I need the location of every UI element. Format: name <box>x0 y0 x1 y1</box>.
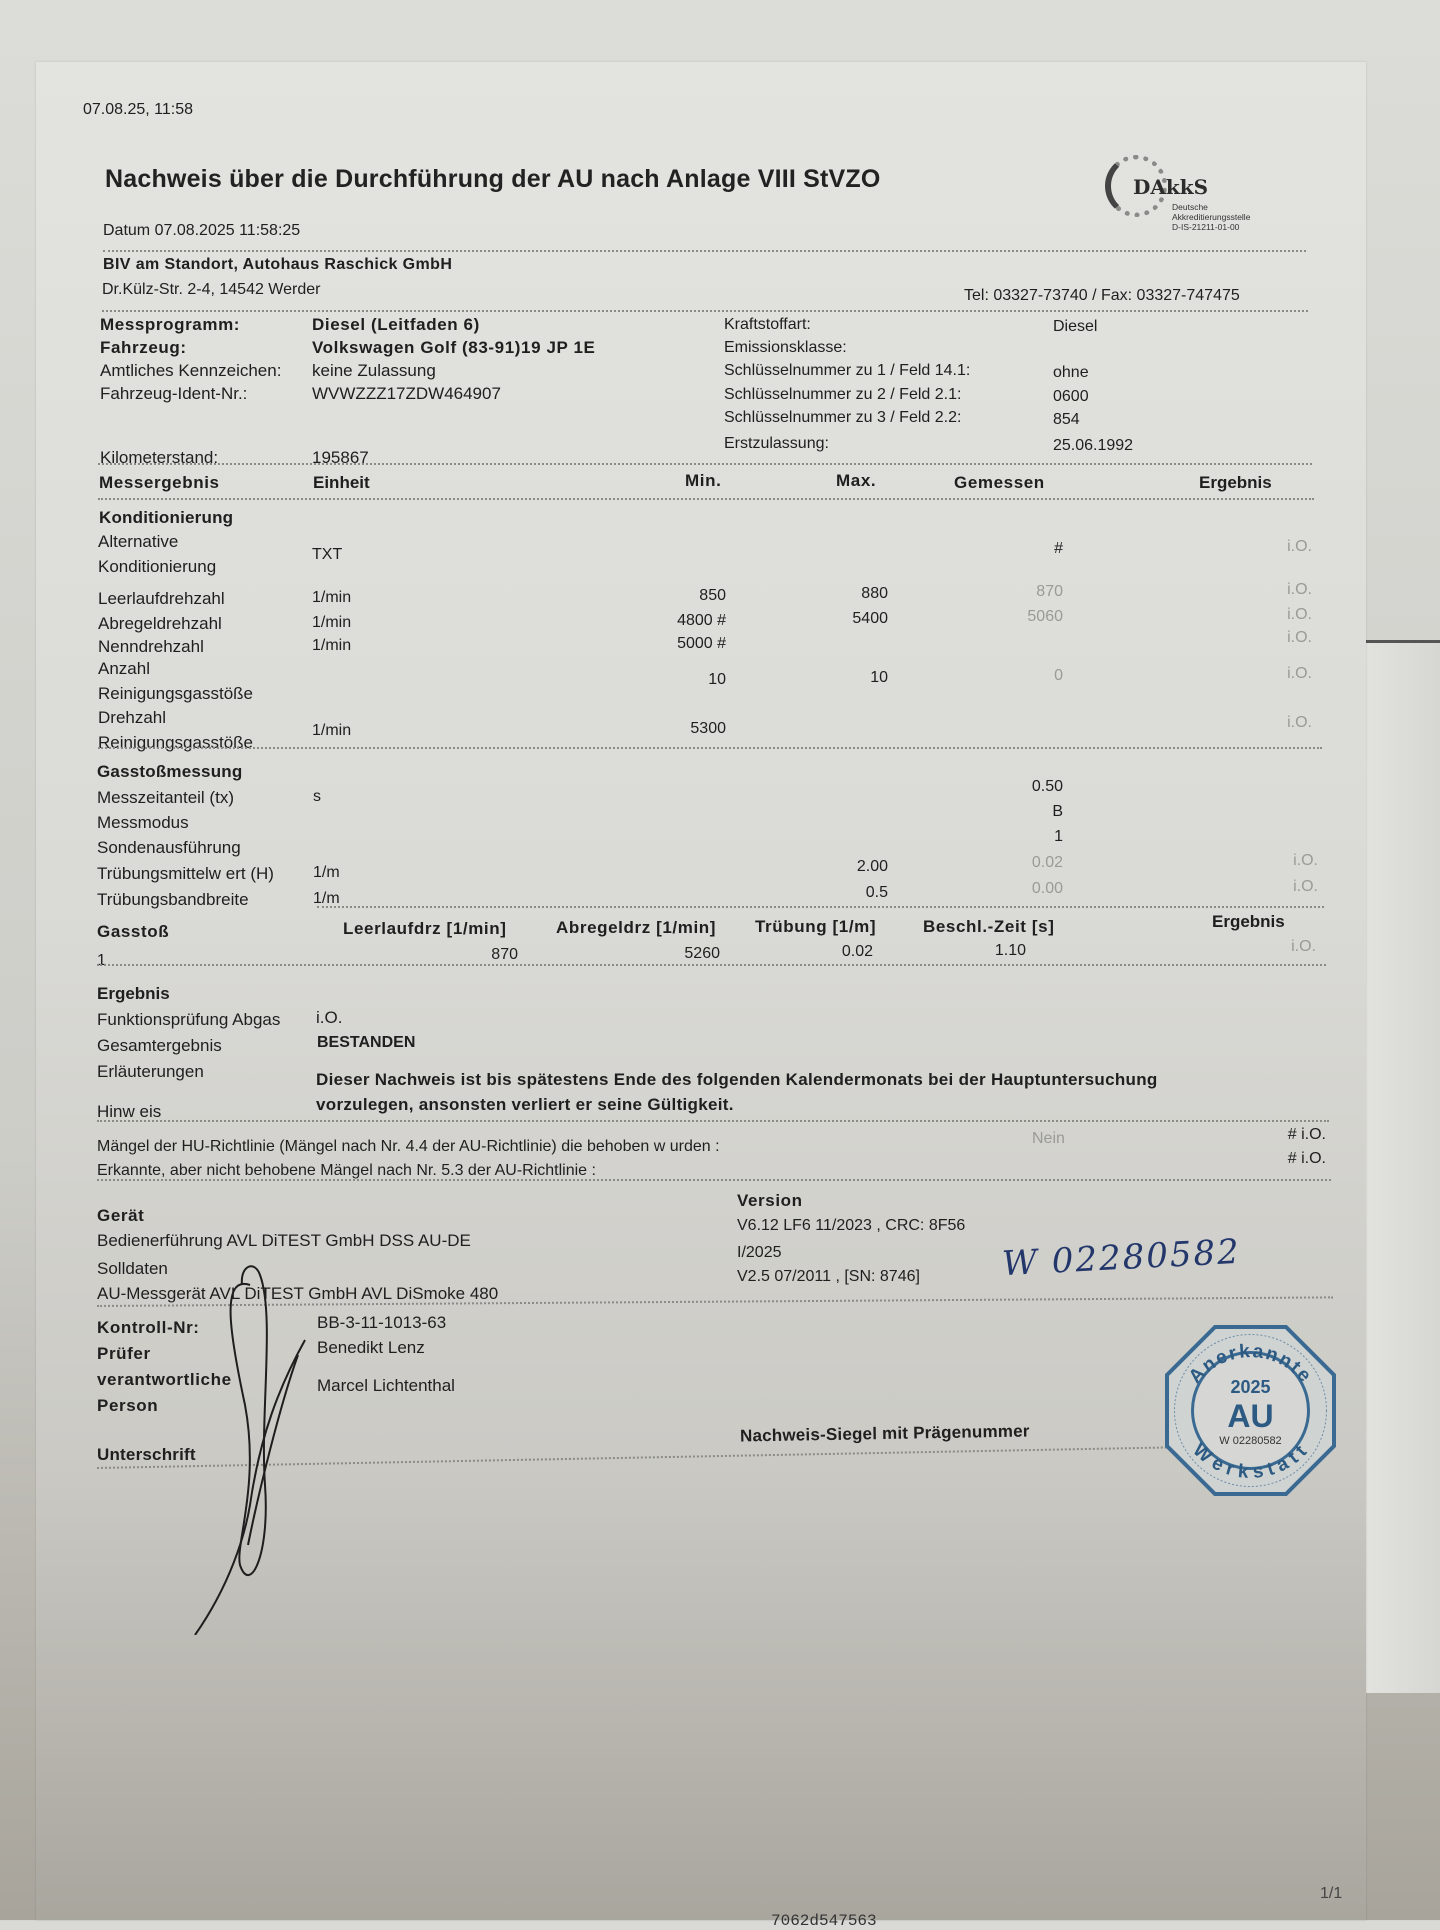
vehicle-field-value: 25.06.1992 <box>1053 437 1134 454</box>
vehicle-field-label: Amtliches Kennzeichen: <box>100 361 282 380</box>
vehicle-field-label: Messprogramm: <box>100 315 241 334</box>
version-line-1: V6.12 LF6 11/2023 , CRC: 8F56 <box>737 1217 966 1234</box>
col-header-max: Max. <box>836 471 877 490</box>
divider <box>98 747 1322 749</box>
gasstoss-result: i.O. <box>1291 938 1316 955</box>
version-line-2: I/2025 <box>737 1244 782 1261</box>
dakks-line-1: Deutsche <box>1172 202 1208 212</box>
gasstoss-idle: 870 <box>491 946 518 963</box>
section-title-ergebnis: Ergebnis <box>97 984 170 1003</box>
measurement-result: i.O. <box>1293 852 1318 869</box>
measurement-name: Leerlaufdrehzahl <box>98 589 225 608</box>
col-header-beschl-zeit: Beschl.-Zeit [s] <box>923 917 1055 936</box>
measurement-unit: s <box>313 788 321 805</box>
version-line-3: V2.5 07/2011 , [SN: 8746] <box>737 1268 920 1285</box>
au-seal-badge <box>1163 1323 1338 1498</box>
company-contact: Tel: 03327-73740 / Fax: 03327-747475 <box>964 287 1240 304</box>
seal-bottom-text: Werkstatt <box>1188 1439 1314 1484</box>
gesamtergebnis-label: Gesamtergebnis <box>97 1036 222 1055</box>
measurement-measured: 0.50 <box>1031 778 1063 795</box>
au-certificate-page <box>36 62 1366 1930</box>
print-timestamp: 07.08.25, 11:58 <box>83 101 194 118</box>
funktionspruefung-label: Funktionsprüfung Abgas <box>97 1010 281 1029</box>
section-title-gasstossmessung: Gasstoßmessung <box>97 762 243 781</box>
measurement-max: 5400 <box>852 610 888 627</box>
pruefer-label: Prüfer <box>97 1344 151 1363</box>
measurement-unit: 1/min <box>312 589 352 606</box>
measurement-max: 2.00 <box>856 858 888 875</box>
measurement-measured: # <box>1054 540 1063 557</box>
measurement-name: Nenndrehzahl <box>98 637 204 656</box>
measurement-result: i.O. <box>1293 878 1318 895</box>
section-title-konditionierung: Konditionierung <box>99 508 234 527</box>
seal-code: AU <box>1227 1398 1274 1434</box>
dakks-logo-subtitle <box>1172 202 1250 232</box>
col-header-messergebnis: Messergebnis <box>99 473 220 492</box>
vehicle-field-value: ohne <box>1053 364 1089 381</box>
verantwortliche-person-value: Marcel Lichtenthal <box>317 1376 455 1395</box>
measurement-name: Sondenausführung <box>97 838 241 857</box>
vehicle-field-value: Diesel <box>1053 318 1098 335</box>
seal-top-text: Anerkannte <box>1184 1340 1317 1388</box>
measurement-unit: TXT <box>312 546 343 563</box>
hinweis-text-line-2: vorzulegen, ansonsten verliert er seine Gültigkeit. <box>316 1095 734 1114</box>
measurement-measured: B <box>1052 803 1063 820</box>
company-name: BIV am Standort, Autohaus Raschick GmbH <box>103 256 453 273</box>
measurement-min: 850 <box>699 587 726 604</box>
measurement-result: i.O. <box>1287 606 1312 623</box>
vehicle-field-value: 195867 <box>312 448 369 467</box>
measurement-name: Abregeldrehzahl <box>98 614 222 633</box>
measurement-min: 5000 # <box>677 635 726 652</box>
col-header-gasstoss: Gasstoß <box>97 922 170 941</box>
measurement-max: 10 <box>870 669 888 686</box>
seal-year: 2025 <box>1230 1377 1271 1397</box>
handwritten-seal-number: W 02280582 <box>1001 1231 1242 1285</box>
section-title-geraet: Gerät <box>97 1206 145 1225</box>
measurement-unit: 1/min <box>312 722 352 739</box>
vehicle-field-value: Volkswagen Golf (83-91)19 JP 1E <box>312 338 596 357</box>
vehicle-field-label: Schlüsselnummer zu 3 / Feld 2.2: <box>724 409 962 426</box>
vehicle-field-label: Schlüsselnummer zu 2 / Feld 2.1: <box>724 386 962 403</box>
au-seal-icon <box>1163 1323 1338 1498</box>
vehicle-field-label: Fahrzeug-Ident-Nr.: <box>100 384 248 403</box>
seal-number: W 02280582 <box>1219 1435 1282 1447</box>
dakks-line-2: Akkreditierungsstelle <box>1172 212 1251 222</box>
measurement-name: Trübungsbandbreite <box>97 890 249 909</box>
measurement-measured: 0 <box>1054 667 1063 684</box>
divider <box>97 1179 1331 1181</box>
maengel-hu-result-text: # i.O. <box>1287 1126 1326 1143</box>
vehicle-field-value: 854 <box>1053 411 1080 428</box>
vehicle-field-label: Fahrzeug: <box>100 338 187 357</box>
measurement-measured: 0.02 <box>1031 854 1063 871</box>
kontroll-nr-label: Kontroll-Nr: <box>97 1318 200 1337</box>
divider <box>98 498 1314 500</box>
maengel-hu-result <box>1196 1126 1326 1144</box>
document-date: Datum 07.08.2025 11:58:25 <box>103 222 301 239</box>
measurement-result: i.O. <box>1287 581 1312 598</box>
vehicle-field-value: 0600 <box>1053 388 1089 405</box>
vehicle-field-label: Kraftstoffart: <box>724 316 811 333</box>
gasstoss-cutoff: 5260 <box>684 945 720 962</box>
handwritten-signature <box>190 1255 340 1635</box>
vehicle-field-value: Diesel (Leitfaden 6) <box>312 315 480 334</box>
divider <box>102 310 1308 312</box>
col-header-min: Min. <box>685 471 722 490</box>
col-header-einheit: Einheit <box>313 473 370 492</box>
measurement-min: 4800 # <box>677 612 726 629</box>
document-title: Nachweis über die Durchführung der AU nach Anlage VIII StVZO <box>105 165 881 193</box>
solldaten-label: Solldaten <box>97 1259 168 1278</box>
divider <box>317 906 1324 908</box>
measurement-min: 10 <box>708 671 726 688</box>
measurement-name: Anzahl <box>98 659 150 678</box>
vehicle-field-label: Schlüsselnummer zu 1 / Feld 14.1: <box>724 362 971 379</box>
siegel-label: Nachweis-Siegel mit Prägenummer <box>739 1421 1030 1446</box>
verantwortliche-label: verantwortliche <box>97 1370 232 1389</box>
col-header-gemessen: Gemessen <box>954 473 1045 492</box>
divider <box>103 250 1306 252</box>
measurement-name-line-2: Konditionierung <box>98 557 217 576</box>
maengel-nicht-behoben-result-text: # i.O. <box>1287 1150 1326 1167</box>
divider <box>97 1120 1329 1122</box>
maengel-nicht-behoben-text: Erkannte, aber nicht behobene Mängel nach Nr. 5.3 der AU-Richtlinie : <box>97 1162 596 1179</box>
col-header-gasstoss-ergebnis: Ergebnis <box>1212 912 1285 931</box>
col-header-leerlaufdrz: Leerlaufdrz [1/min] <box>343 919 507 938</box>
measurement-name: Messzeitanteil (tx) <box>97 788 234 807</box>
measurement-name-line-2: Reinigungsgasstöße <box>98 684 253 703</box>
underlying-page-edge <box>1365 640 1440 1693</box>
measurement-max: 880 <box>861 585 888 602</box>
col-header-truebung: Trübung [1/m] <box>755 917 877 936</box>
dakks-logo <box>1105 155 1275 240</box>
maengel-nicht-behoben-result <box>1196 1150 1326 1168</box>
measurement-result: i.O. <box>1287 714 1312 731</box>
measurement-unit: 1/min <box>312 637 352 654</box>
funktionspruefung-value: i.O. <box>316 1008 343 1027</box>
hinweis-label: Hinw eis <box>97 1102 162 1121</box>
gasstoss-number: 1 <box>97 952 106 969</box>
hinweis-text-line-1: Dieser Nachweis ist bis spätestens Ende des folgenden Kalendermonats bei der Hauptuntersuchung <box>316 1070 1158 1089</box>
measurement-result: i.O. <box>1287 665 1312 682</box>
measurement-measured: 0.00 <box>1031 880 1063 897</box>
measurement-name: Alternative <box>98 532 179 551</box>
col-header-abregeldrz: Abregeldrz [1/min] <box>556 918 717 937</box>
vehicle-field-value: WVWZZZ17ZDW464907 <box>312 384 501 403</box>
maengel-hu-text: Mängel der HU-Richtlinie (Mängel nach Nr. 4.4 der AU-Richtlinie) die behoben w urden : <box>97 1138 720 1155</box>
gasstoss-opacity: 0.02 <box>841 943 873 960</box>
vehicle-field-label: Erstzulassung: <box>724 435 829 452</box>
vehicle-field-label: Emissionsklasse: <box>724 339 847 356</box>
kontroll-nr-value: BB-3-11-1013-63 <box>317 1313 447 1332</box>
measurement-name: Trübungsmittelw ert (H) <box>97 864 274 883</box>
unterschrift-label: Unterschrift <box>97 1445 196 1464</box>
gesamtergebnis-value: BESTANDEN <box>317 1034 416 1051</box>
dakks-logo-name: DAkkS <box>1133 175 1209 199</box>
maengel-hu-value: Nein <box>1032 1130 1065 1147</box>
measurement-unit: 1/m <box>313 864 340 881</box>
company-address: Dr.Külz-Str. 2-4, 14542 Werder <box>102 281 321 298</box>
divider <box>98 463 1312 465</box>
divider <box>97 964 1326 966</box>
measurement-measured: 5060 <box>1027 608 1063 625</box>
vehicle-field-value: keine Zulassung <box>312 361 436 380</box>
measurement-measured: 1 <box>1054 828 1063 845</box>
col-header-ergebnis: Ergebnis <box>1199 473 1272 492</box>
page-number: 1/1 <box>1320 1885 1343 1902</box>
person-label: Person <box>97 1396 159 1415</box>
measurement-min: 5300 <box>690 720 726 737</box>
measurement-name: Drehzahl <box>98 708 167 727</box>
au-messgeraet: AU-Messgerät AVL DiTEST GmbH AVL DiSmoke 480 <box>97 1284 499 1303</box>
measurement-unit: 1/m <box>313 890 340 907</box>
version-title: Version <box>737 1191 803 1210</box>
measurement-result: i.O. <box>1287 629 1312 646</box>
pruefer-value: Benedikt Lenz <box>317 1338 425 1357</box>
gasstoss-accel-time: 1.10 <box>994 942 1026 959</box>
measurement-name-line-2: Reinigungsgasstöße <box>98 733 253 752</box>
measurement-measured: 870 <box>1036 583 1063 600</box>
vehicle-field-label: Kilometerstand: <box>100 448 219 467</box>
measurement-max: 0.5 <box>865 884 888 901</box>
measurement-unit: 1/min <box>312 614 352 631</box>
measurement-name: Messmodus <box>97 813 189 832</box>
erlaeuterungen-label: Erläuterungen <box>97 1062 204 1081</box>
bedienerfuehrung: Bedienerführung AVL DiTEST GmbH DSS AU-DE <box>97 1231 471 1250</box>
dakks-line-3: D-IS-21211-01-00 <box>1172 222 1240 232</box>
footer-hash: 7062d547563 <box>771 1912 877 1930</box>
measurement-result: i.O. <box>1287 538 1312 555</box>
